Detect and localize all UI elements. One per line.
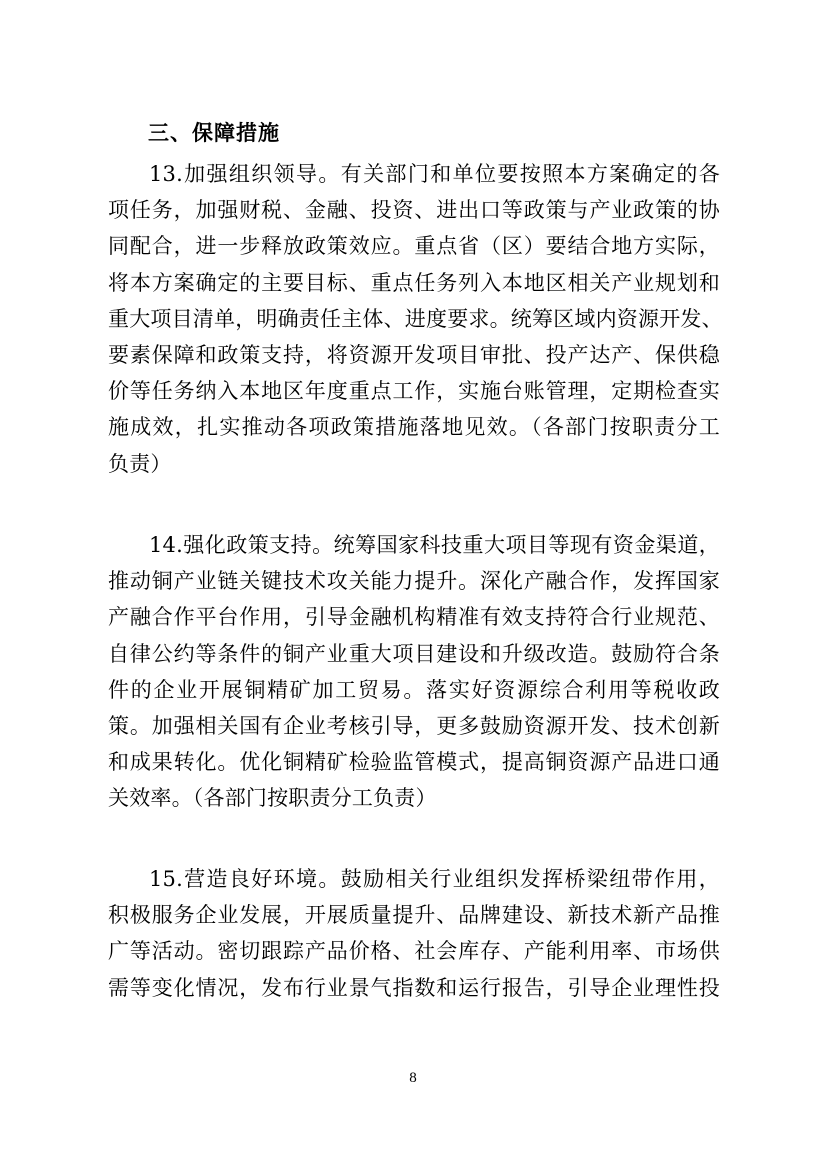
- text-line: 件的企业开展铜精矿加工贸易。落实好资源综合利用等税收政: [108, 677, 720, 702]
- page-number: 8: [409, 1070, 417, 1086]
- paragraph-15: [108, 861, 720, 1006]
- text-line: 需等变化情况，发布行业景气指数和运行报告，引导企业理性投: [108, 975, 720, 1000]
- text-line: 13.加强组织领导。有关部门和单位要按照本方案确定的各: [149, 162, 720, 186]
- text-line: 关效率。（各部门按职责分工负责）: [108, 786, 437, 811]
- text-line: 将本方案确定的主要目标、重点任务列入本地区相关产业规划和: [108, 270, 720, 295]
- text-line: 要素保障和政策支持，将资源开发项目审批、投产达产、保供稳: [108, 342, 720, 367]
- text-line: 产融合作平台作用，引导金融机构精准有效支持符合行业规范、: [108, 605, 720, 630]
- text-line: 负责）: [108, 451, 172, 476]
- text-line: 和成果转化。优化铜精矿检验监管模式，提高铜资源产品进口通: [108, 750, 720, 775]
- text-line: 施成效，扎实推动各项政策措施落地见效。（各部门按职责分工: [108, 415, 720, 440]
- text-line: 策。加强相关国有企业考核引导，更多鼓励资源开发、技术创新: [108, 713, 720, 738]
- text-line: 自律公约等条件的铜产业重大项目建设和升级改造。鼓励符合条: [108, 641, 720, 666]
- text-line: 14.强化政策支持。统筹国家科技重大项目等现有资金渠道，: [149, 533, 720, 557]
- text-line: 积极服务企业发展，开展质量提升、品牌建设、新技术新产品推: [108, 903, 720, 928]
- text-line: 推动铜产业链关键技术攻关能力提升。深化产融合作，发挥国家: [108, 569, 720, 594]
- text-line: 同配合，进一步释放政策效应。重点省（区）要结合地方实际，: [108, 234, 720, 259]
- text-line: 重大项目清单，明确责任主体、进度要求。统筹区域内资源开发、: [108, 306, 723, 331]
- paragraph-13: [108, 156, 723, 482]
- paragraph-14: [108, 527, 720, 817]
- text-line: 广等活动。密切跟踪产品价格、社会库存、产能利用率、市场供: [108, 939, 720, 964]
- text-line: 价等任务纳入本地区年度重点工作，实施台账管理，定期检查实: [108, 379, 720, 404]
- text-line: 项任务，加强财税、金融、投资、进出口等政策与产业政策的协: [108, 198, 720, 223]
- section-heading: 三、保障措施: [148, 121, 280, 145]
- text-line: 15.营造良好环境。鼓励相关行业组织发挥桥梁纽带作用，: [149, 867, 720, 891]
